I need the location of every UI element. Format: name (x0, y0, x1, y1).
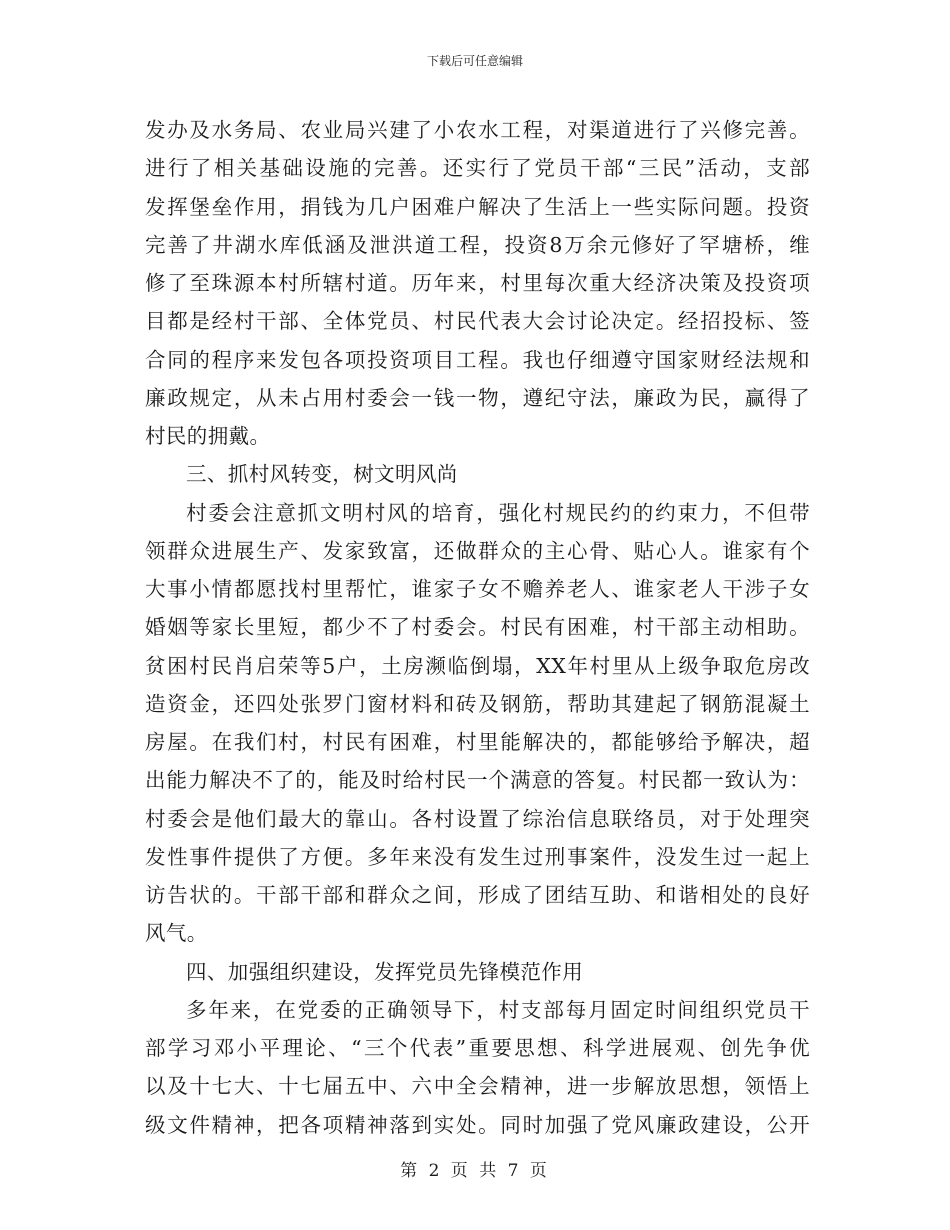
text-line: 房屋。在我们村，村民有困难，村里能解决的，都能够给予解决，超 (145, 730, 810, 754)
text-line: 村委会注意抓文明村风的培育，强化村规民约的约束力，不但带 (186, 500, 810, 525)
text-line: 修了至珠源本村所辖村道。历年来，村里每次重大经济决策及投资项 (145, 271, 810, 295)
text-line: 出能力解决不了的，能及时给村民一个满意的答复。村民都一致认为： (145, 768, 810, 793)
text-line: 进行了相关基础设施的完善。还实行了党员干部“三民”活动，支部 (145, 156, 810, 181)
page-header: 下载后可任意编辑 (426, 54, 523, 68)
text-line: 以及十七大、十七届五中、六中全会精神，进一步解放思想，领悟上 (145, 1074, 810, 1099)
text-line: 级文件精神，把各项精神落到实处。同时加强了党风廉政建设，公开 (145, 1112, 810, 1137)
text-line: 大事小情都愿找村里帮忙，谁家子女不赡养老人、谁家老人干涉子女 (145, 577, 810, 601)
text-line: 多年来，在党委的正确领导下，村支部每月固定时间组织党员干 (186, 997, 810, 1022)
text-line: 发办及水务局、农业局兴建了小农水工程，对渠道进行了兴修完善。 (145, 118, 810, 142)
text-line: 目都是经村干部、全体党员、村民代表大会讨论决定。经招投标、签 (145, 309, 810, 334)
text-line: 领群众进展生产、发家致富，还做群众的主心骨、贴心人。谁家有个 (145, 538, 810, 563)
page-footer: 第 2 页 共 7 页 (400, 1161, 550, 1181)
text-line: 发挥堡垒作用，捐钱为几户困难户解决了生活上一些实际问题。投资 (145, 194, 810, 219)
text-line: 合同的程序来发包各项投资项目工程。我也仔细遵守国家财经法规和 (145, 347, 810, 372)
text-line: 村民的拥戴。 (145, 424, 271, 448)
text-line: 风气。 (145, 921, 208, 946)
section-heading: 三、抓村风转变，树文明风尚 (186, 462, 458, 487)
text-line: 发性事件提供了方便。多年来没有发生过刑事案件，没发生过一起上 (145, 844, 810, 869)
section-heading: 四、加强组织建设，发挥党员先锋模范作用 (186, 959, 584, 984)
text-line: 婚姻等家长里短，都少不了村委会。村民有困难，村干部主动相助。 (145, 615, 810, 640)
text-line: 造资金，还四处张罗门窗材料和砖及钢筋，帮助其建起了钢筋混凝土 (145, 691, 810, 716)
text-line: 村委会是他们最大的靠山。各村设置了综治信息联络员，对于处理突 (145, 806, 810, 831)
document-body (145, 111, 810, 1144)
text-line: 部学习邓小平理论、“三个代表”重要思想、科学进展观、创先争优 (145, 1036, 810, 1060)
text-line: 访告状的。干部干部和群众之间，形成了团结互助、和谐相处的良好 (145, 883, 810, 907)
text-line: 贫困村民肖启荣等5户，土房濒临倒塌，XX年村里从上级争取危房改 (145, 653, 810, 678)
text-line: 廉政规定，从未占用村委会一钱一物，遵纪守法，廉政为民，赢得了 (145, 385, 810, 410)
text-line: 完善了井湖水库低涵及泄洪道工程，投资8万余元修好了罕塘桥，维 (145, 232, 810, 257)
